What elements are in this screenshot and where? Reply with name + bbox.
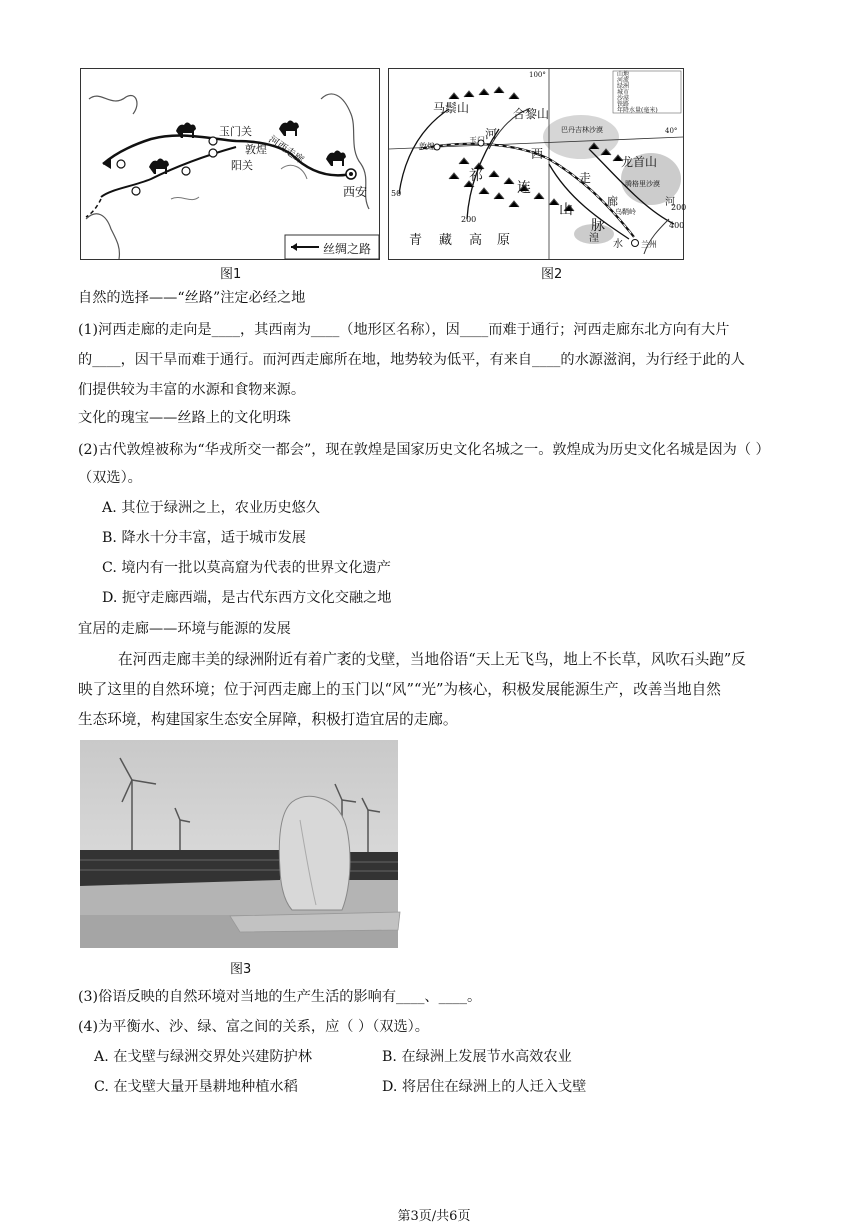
question-1-line-2: 的____，因干旱而难于通行。而河西走廊所在地，地势较为低平，有来自____的水源滋润，为行经于此的人 (78, 352, 745, 368)
label-lian: 连 (517, 180, 531, 196)
legend-item: 沙漠 (617, 95, 630, 102)
figure2-map (388, 68, 687, 260)
label-badain: 巴丹吉林沙漠 (561, 126, 603, 134)
question-2-line-1: (2)古代敦煌被称为“华戎所交一都会”，现在敦煌是国家历史文化名城之一。敦煌成为历史文化名城是因为（ ） (78, 442, 770, 458)
label-iso-50: 50 (391, 189, 402, 198)
label-longshou: 龙首山 (621, 155, 658, 169)
label-zang: 藏 (439, 233, 453, 248)
q4-option-b[interactable]: B. 在绿洲上发展节水高效农业 (382, 1049, 572, 1065)
legend-silk-road: 丝绸之路 (323, 242, 372, 256)
label-qing: 青 (409, 233, 423, 248)
label-yumenguan: 玉门关 (219, 125, 252, 138)
question-4: (4)为平衡水、沙、绿、富之间的关系，应（ ）（双选）。 (78, 1019, 429, 1035)
label-yangguan: 阳关 (231, 159, 253, 172)
figure3-caption: 图3 (230, 962, 252, 977)
label-iso-200: 200 (461, 215, 477, 224)
legend-item: 年降水量(毫米) (617, 107, 658, 114)
label-mai: 脉 (591, 218, 605, 234)
q4-option-c[interactable]: C. 在戈壁大量开垦耕地种植水稻 (94, 1079, 298, 1095)
label-xi: 西 (531, 147, 544, 161)
label-lanzhou: 兰州 (641, 240, 657, 249)
label-qi: 祁 (469, 168, 483, 184)
legend-item: 山地 (617, 71, 630, 78)
question-1-line-3: 们提供较为丰富的水源和食物来源。 (78, 382, 306, 398)
label-zou: 走 (579, 171, 592, 185)
label-huang: 湟 (589, 233, 599, 244)
q2-option-c[interactable]: C. 境内有一批以莫高窟为代表的世界文化遗产 (102, 560, 391, 576)
label-mazongshan: 马鬃山 (433, 101, 470, 115)
section-title-culture: 文化的瑰宝——丝路上的文化明珠 (78, 410, 291, 426)
legend-item: 城市 (617, 89, 630, 96)
label-iso-400: 400 (669, 221, 685, 230)
paragraph-line-3: 生态环境，构建国家生态安全屏障，积极打造宜居的走廊。 (78, 711, 458, 728)
figure2-legend (617, 72, 658, 114)
paragraph-line-2: 映了这里的自然环境；位于河西走廊上的玉门以“风”“光”为核心，积极发展能源生产，改善当地自然 (78, 681, 721, 698)
page-number: 第3页/共6页 (397, 1209, 471, 1224)
label-shan: 山 (559, 202, 573, 218)
figure3-photo (80, 740, 398, 948)
paragraph-line-1: 在河西走廊丰美的绿洲附近有着广袤的戈壁，当地俗语“天上无飞鸟，地上不长草，风吹石头跑”反 (118, 651, 746, 668)
section-title-livable: 宜居的走廊——环境与能源的发展 (78, 621, 291, 637)
q2-option-a[interactable]: A. 其位于绿洲之上，农业历史悠久 (102, 500, 320, 516)
question-1-line-1: (1)河西走廊的走向是____，其西南为____（地形区名称），因____而难于通行；河西走廊东北方向有大片 (78, 322, 730, 338)
label-xian: 西安 (343, 185, 368, 199)
figure1-map (80, 68, 380, 260)
label-tengger: 腾格里沙漠 (625, 180, 660, 188)
label-yuan: 原 (497, 233, 511, 248)
question-2-line-2: （双选）。 (78, 470, 142, 486)
label-wushaoling: 乌鞘岭 (615, 208, 636, 216)
label-dunhuang-2: 敦煌 (419, 142, 435, 151)
q4-option-d[interactable]: D. 将居住在绿洲上的人迁入戈壁 (382, 1079, 587, 1095)
label-yumen: 玉门 (469, 136, 485, 145)
label-lat-40: 40° (665, 127, 678, 135)
figure2-caption: 图2 (541, 267, 563, 282)
label-gao: 高 (469, 233, 483, 248)
legend-item: 河流 (617, 77, 630, 84)
q4-option-a[interactable]: A. 在戈壁与绿洲交界处兴建防护林 (94, 1049, 312, 1065)
figure1-caption: 图1 (220, 267, 242, 282)
label-lon-100: 100° (529, 71, 546, 79)
legend-item: 绿洲 (617, 83, 630, 90)
section-title-natural: 自然的选择——“丝路”注定必经之地 (78, 290, 306, 306)
legend-item: 铁路 (617, 101, 630, 108)
q2-option-b[interactable]: B. 降水十分丰富，适于城市发展 (102, 530, 306, 546)
label-iso-200b: 200 (671, 203, 687, 212)
label-helishan: 合黎山 (513, 107, 550, 121)
q2-option-d[interactable]: D. 扼守走廊西端，是古代东西方文化交融之地 (102, 590, 392, 606)
question-3: (3)俗语反映的自然环境对当地的生产生活的影响有____、____。 (78, 989, 482, 1005)
figure1-map-drawing (81, 69, 379, 259)
figure3-photo-drawing (80, 740, 398, 948)
label-lang: 廊 (607, 195, 618, 208)
label-he-2: 河 (665, 197, 675, 208)
label-corridor: 河西走廊 (266, 134, 306, 167)
label-shui: 水 (613, 239, 623, 250)
label-he: 河 (485, 127, 498, 141)
label-dunhuang: 敦煌 (245, 143, 267, 156)
